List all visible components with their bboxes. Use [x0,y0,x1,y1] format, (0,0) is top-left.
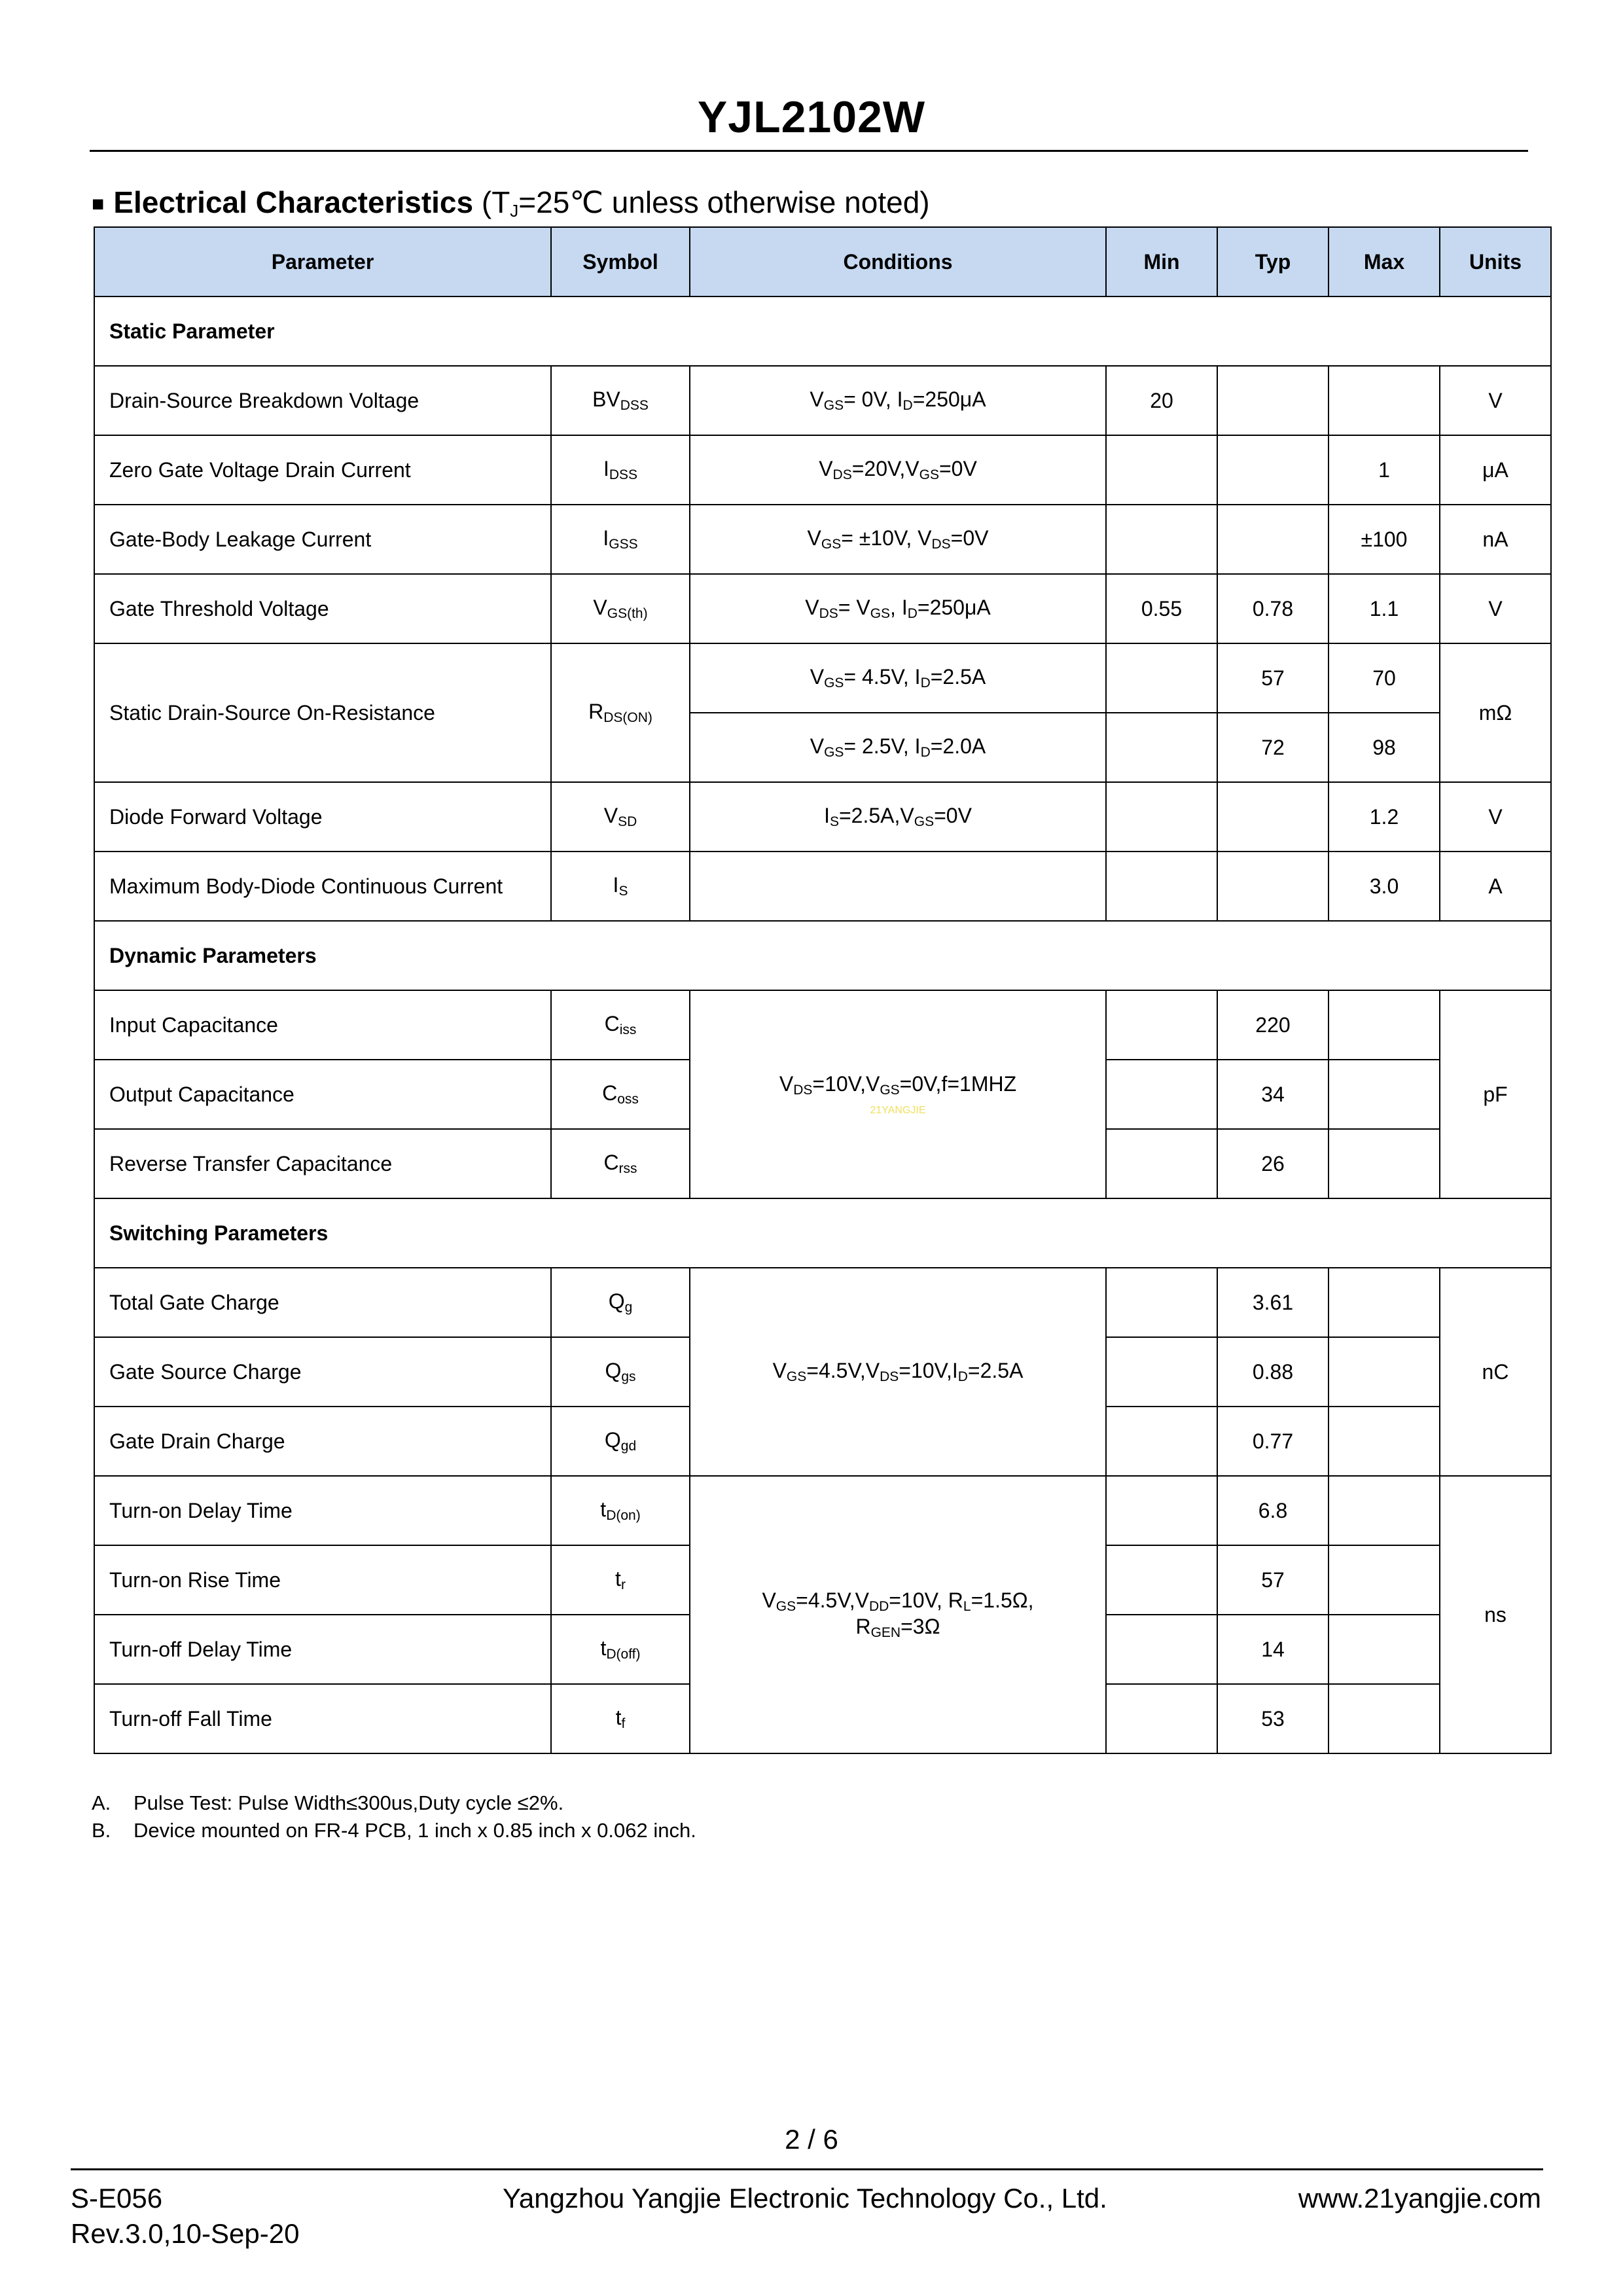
typ-cell: 3.61 [1217,1268,1329,1337]
param-cell: Input Capacitance [94,990,551,1060]
table-row [94,574,1551,643]
section-row [94,1198,1551,1268]
param-cell: Drain-Source Breakdown Voltage [94,366,551,435]
max-cell [1329,1615,1440,1684]
column-header: Symbol [551,227,690,296]
conditions-cell: $V_{GS}= 0V$, $I_D=250\mu A$ [690,366,1106,435]
unit-cell: ns [1440,1476,1551,1753]
symbol-cell: $C_{rss}$ [551,1129,690,1198]
max-cell: 3.0 [1329,852,1440,921]
min-cell [1106,782,1217,852]
website-link[interactable]: www.21yangjie.com [1298,2183,1541,2214]
column-header: Min [1106,227,1217,296]
typ-cell [1217,852,1329,921]
max-cell [1329,1337,1440,1407]
min-cell [1106,1545,1217,1615]
square-bullet-icon: ■ [92,192,105,215]
max-cell [1329,1407,1440,1476]
symbol-cell: $t_f$ [551,1684,690,1753]
document-title: YJL2102W [697,92,926,142]
max-cell: 1.2 [1329,782,1440,852]
section-heading [92,185,930,221]
typ-cell: 57 [1217,643,1329,713]
table-row [94,435,1551,505]
param-cell: Turn-off Delay Time [94,1615,551,1684]
max-cell: 1 [1329,435,1440,505]
typ-cell: 14 [1217,1615,1329,1684]
table-row [94,782,1551,852]
min-cell [1106,435,1217,505]
max-cell: 98 [1329,713,1440,782]
symbol-cell: $Q_g$ [551,1268,690,1337]
table-row [94,990,1551,1060]
min-cell [1106,1476,1217,1545]
max-cell [1329,1684,1440,1753]
typ-cell: 0.77 [1217,1407,1329,1476]
conditions-cell: $I_S=2.5A,V_{GS}=0V$ [690,782,1106,852]
max-cell [1329,1129,1440,1198]
max-cell [1329,1476,1440,1545]
footer-doc-info [71,2181,299,2251]
typ-cell: 6.8 [1217,1476,1329,1545]
unit-cell: pF [1440,990,1551,1198]
unit-cell: nA [1440,505,1551,574]
unit-cell: V [1440,782,1551,852]
typ-cell: 34 [1217,1060,1329,1129]
revision: Rev.3.0,10-Sep-20 [71,2218,300,2249]
table-row [94,366,1551,435]
symbol-cell: $V_{SD}$ [551,782,690,852]
page-number: 2 / 6 [785,2124,838,2155]
typ-cell: 53 [1217,1684,1329,1753]
symbol-cell: $t_{D(on)}$ [551,1476,690,1545]
max-cell [1329,1545,1440,1615]
max-cell: ±100 [1329,505,1440,574]
symbol-cell: $R_{DS(ON)}$ [551,643,690,782]
min-cell [1106,1615,1217,1684]
conditions-cell: $V_{GS}= 2.5V$, $I_D=2.0A$ [690,713,1106,782]
unit-cell: μA [1440,435,1551,505]
unit-cell: V [1440,366,1551,435]
symbol-cell: $BV_{DSS}$ [551,366,690,435]
column-header: Typ [1217,227,1329,296]
footnote: A. Pulse Test: Pulse Width≤300us,Duty cycle ≤2%. [92,1791,564,1814]
min-cell [1106,1129,1217,1198]
table-row [94,505,1551,574]
max-cell: 70 [1329,643,1440,713]
param-cell: Turn-on Delay Time [94,1476,551,1545]
unit-cell: nC [1440,1268,1551,1476]
typ-cell: 26 [1217,1129,1329,1198]
param-cell: Zero Gate Voltage Drain Current [94,435,551,505]
watermark: 21YANGJIE [870,1105,926,1116]
typ-cell: 220 [1217,990,1329,1060]
conditions-cell: $V_{DS}=20V,V_{GS}=0V$ [690,435,1106,505]
param-cell: Diode Forward Voltage [94,782,551,852]
conditions-cell: $V_{GS}=4.5V,V_{DS}=10V,I_D=2.5A$ [690,1268,1106,1476]
param-cell: Gate Threshold Voltage [94,574,551,643]
param-cell: Turn-on Rise Time [94,1545,551,1615]
min-cell [1106,1684,1217,1753]
section-label: Dynamic Parameters [94,921,1551,990]
typ-cell: 72 [1217,713,1329,782]
conditions-cell [690,852,1106,921]
min-cell: 0.55 [1106,574,1217,643]
symbol-cell: $I_S$ [551,852,690,921]
min-cell: 20 [1106,366,1217,435]
section-title: Electrical Characteristics [113,185,474,219]
symbol-cell: $I_{DSS}$ [551,435,690,505]
typ-cell [1217,366,1329,435]
param-cell: Maximum Body-Diode Continuous Current [94,852,551,921]
symbol-cell: $V_{GS(th)}$ [551,574,690,643]
section-label: Switching Parameters [94,1198,1551,1268]
typ-cell: 57 [1217,1545,1329,1615]
header-rule [90,150,1528,152]
symbol-cell: $Q_{gd}$ [551,1407,690,1476]
column-header: Units [1440,227,1551,296]
param-cell: Gate Drain Charge [94,1407,551,1476]
section-condition: ($T_J=25℃$ unless otherwise noted) [481,185,930,221]
column-header: Parameter [94,227,551,296]
column-header: Max [1329,227,1440,296]
unit-cell: mΩ [1440,643,1551,782]
typ-cell: 0.88 [1217,1337,1329,1407]
typ-cell [1217,505,1329,574]
typ-cell [1217,435,1329,505]
table-row [94,1476,1551,1545]
param-cell: Gate Source Charge [94,1337,551,1407]
param-cell: Gate-Body Leakage Current [94,505,551,574]
symbol-cell: $t_{D(off)}$ [551,1615,690,1684]
min-cell [1106,1407,1217,1476]
conditions-cell: $V_{GS}=4.5V,V_{DD}=10V$, $R_L=1.5\Omega$, $R_{GEN}=3\Omega$ [690,1476,1106,1753]
conditions-cell: $V_{DS}= V_{GS}$, $I_D=250\mu A$ [690,574,1106,643]
min-cell [1106,713,1217,782]
param-cell: Static Drain-Source On-Resistance [94,643,551,782]
min-cell [1106,1268,1217,1337]
max-cell [1329,366,1440,435]
param-cell: Total Gate Charge [94,1268,551,1337]
company-name: Yangzhou Yangjie Electronic Technology Co., Ltd. [503,2183,1107,2214]
min-cell [1106,852,1217,921]
header-row [94,227,1551,296]
min-cell [1106,643,1217,713]
conditions-cell: $V_{GS}= \pm 10V$, $V_{DS}=0V$ [690,505,1106,574]
column-header: Conditions [690,227,1106,296]
table-row [94,852,1551,921]
min-cell [1106,505,1217,574]
typ-cell [1217,782,1329,852]
doc-code: S-E056 [71,2183,163,2214]
section-label: Static Parameter [94,296,1551,366]
unit-cell: A [1440,852,1551,921]
electrical-characteristics-table [94,226,1552,1754]
min-cell [1106,1337,1217,1407]
symbol-cell: $t_r$ [551,1545,690,1615]
typ-cell: 0.78 [1217,574,1329,643]
param-cell: Output Capacitance [94,1060,551,1129]
symbol-cell: $C_{iss}$ [551,990,690,1060]
footnote: B. Device mounted on FR-4 PCB, 1 inch x 0.85 inch x 0.062 inch. [92,1819,696,1842]
unit-cell: V [1440,574,1551,643]
max-cell: 1.1 [1329,574,1440,643]
param-cell: Reverse Transfer Capacitance [94,1129,551,1198]
conditions-cell: $V_{GS}= 4.5V$, $I_D=2.5A$ [690,643,1106,713]
param-cell: Turn-off Fall Time [94,1684,551,1753]
max-cell [1329,1268,1440,1337]
footer-rule [71,2168,1543,2170]
footnotes [92,1789,696,1844]
table-row [94,1268,1551,1337]
table-row [94,643,1551,713]
min-cell [1106,990,1217,1060]
max-cell [1329,990,1440,1060]
section-row [94,296,1551,366]
min-cell [1106,1060,1217,1129]
conditions-cell: $V_{DS}=10V,V_{GS}=0V,f=1MHZ$ 21YANGJIE [690,990,1106,1198]
max-cell [1329,1060,1440,1129]
symbol-cell: $I_{GSS}$ [551,505,690,574]
symbol-cell: $Q_{gs}$ [551,1337,690,1407]
symbol-cell: $C_{oss}$ [551,1060,690,1129]
section-row [94,921,1551,990]
